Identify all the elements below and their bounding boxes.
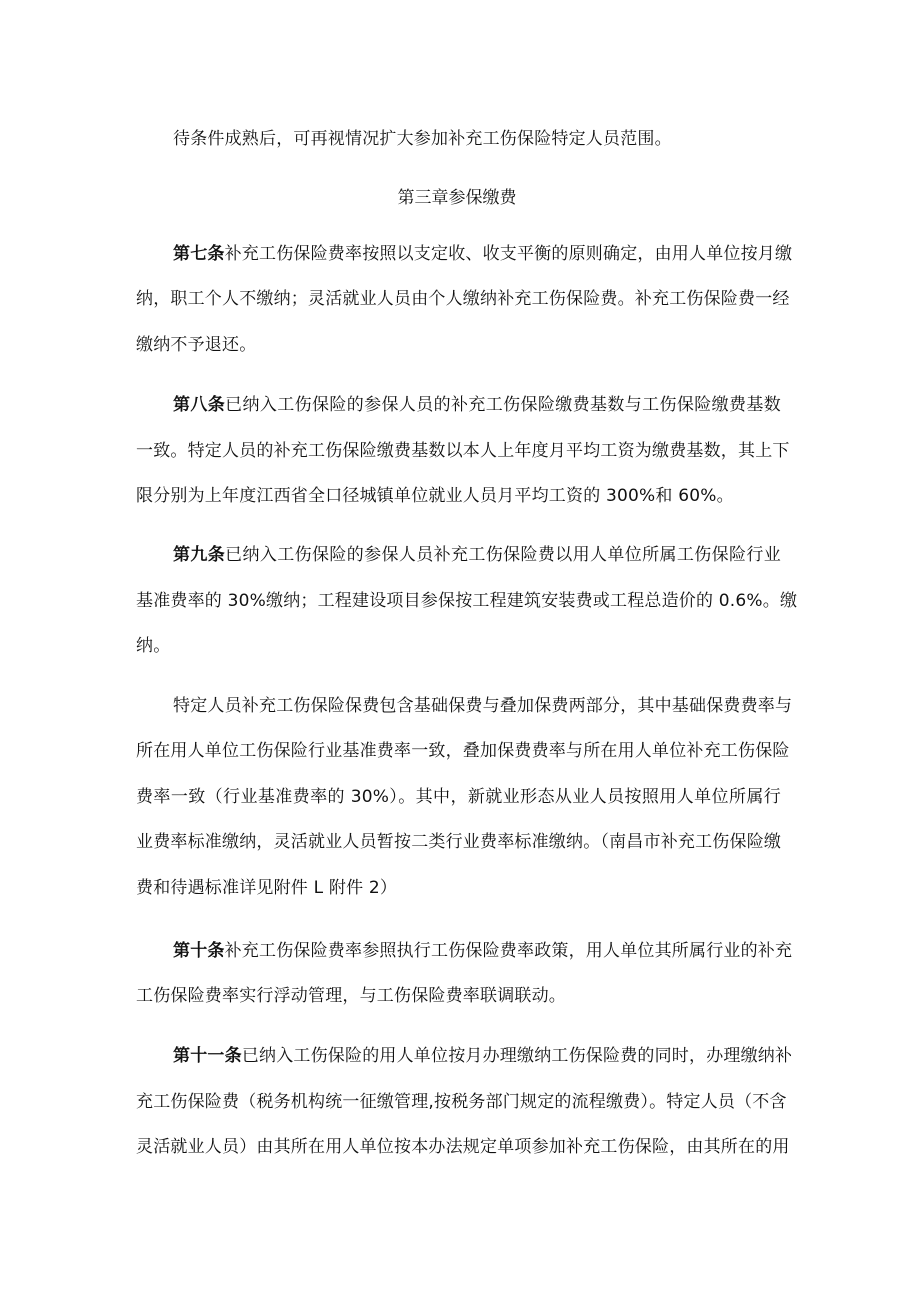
article-9-line-3: 纳。 [136, 636, 171, 656]
article-11-label: 第十一条 [173, 1046, 242, 1066]
special-para-line-4: 业费率标准缴纳，灵活就业人员暂按二类行业费率标准缴纳。（南昌市补充工伤保险缴 [136, 832, 782, 852]
article-10-text-1: 补充工伤保险费率参照执行工伤保险费率政策，用人单位其所属行业的补充 [224, 941, 793, 961]
article-10-label: 第十条 [173, 941, 225, 961]
article-8-line-3: 限分别为上年度江西省全口径城镇单位就业人员月平均工资的 300%和 60%。 [136, 486, 734, 506]
article-8-text-1: 已纳入工伤保险的参保人员的补充工伤保险缴费基数与工伤保险缴费基数 [225, 395, 781, 415]
special-para-line-5: 费和待遇标准详见附件 L 附件 2） [136, 878, 398, 898]
chapter-title-text: 第三章参保缴费 [397, 188, 517, 208]
article-11-line-3: 灵活就业人员）由其所在用人单位按本办法规定单项参加补充工伤保险，由其所在的用 [136, 1137, 790, 1157]
article-7-line-3: 缴纳不予退还。 [136, 335, 257, 355]
special-para-line-2: 所在用人单位工伤保险行业基准费率一致，叠加保费费率与所在用人单位补充工伤保险 [136, 741, 790, 761]
article-9-text-1: 已纳入工伤保险的参保人员补充工伤保险费以用人单位所属工伤保险行业 [225, 545, 781, 565]
article-11-text-1: 已纳入工伤保险的用人单位按月办理缴纳工伤保险费的同时，办理缴纳补 [241, 1046, 793, 1066]
article-8-line-1 [173, 393, 781, 417]
article-9-label: 第九条 [173, 545, 226, 565]
intro-line: 待条件成熟后，可再视情况扩大参加补充工伤保险特定人员范围。 [173, 129, 672, 149]
chapter-title [0, 186, 920, 210]
article-9-line-2: 基准费率的 30%缴纳；工程建设项目参保按工程建筑安装费或工程总造价的 0.6%。缴 [136, 591, 798, 611]
article-9-line-1 [173, 543, 781, 567]
special-para-line-1: 特定人员补充工伤保险保费包含基础保费与叠加保费两部分，其中基础保费费率与 [173, 696, 793, 716]
article-7-line-2: 纳，职工个人不缴纳；灵活就业人员由个人缴纳补充工伤保险费。补充工伤保险费一经 [136, 289, 790, 309]
article-10-line-1 [173, 939, 793, 963]
article-7-text-1: 补充工伤保险费率按照以支定收、收支平衡的原则确定，由用人单位按月缴 [224, 244, 793, 264]
article-7-line-1 [173, 242, 793, 266]
article-7-label: 第七条 [173, 244, 225, 264]
special-para-line-3: 费率一致（行业基准费率的 30%）。其中，新就业形态从业人员按照用人单位所属行 [136, 787, 781, 807]
article-8-line-2: 一致。特定人员的补充工伤保险缴费基数以本人上年度月平均工资为缴费基数，其上下 [136, 441, 790, 461]
article-8-label: 第八条 [173, 395, 226, 415]
article-11-line-1 [173, 1044, 793, 1068]
article-11-line-2: 充工伤保险费（税务机构统一征缴管理,按税务部门规定的流程缴费）。特定人员（不含 [136, 1092, 787, 1112]
article-10-line-2: 工伤保险费率实行浮动管理，与工伤保险费率联调联动。 [136, 986, 566, 1006]
